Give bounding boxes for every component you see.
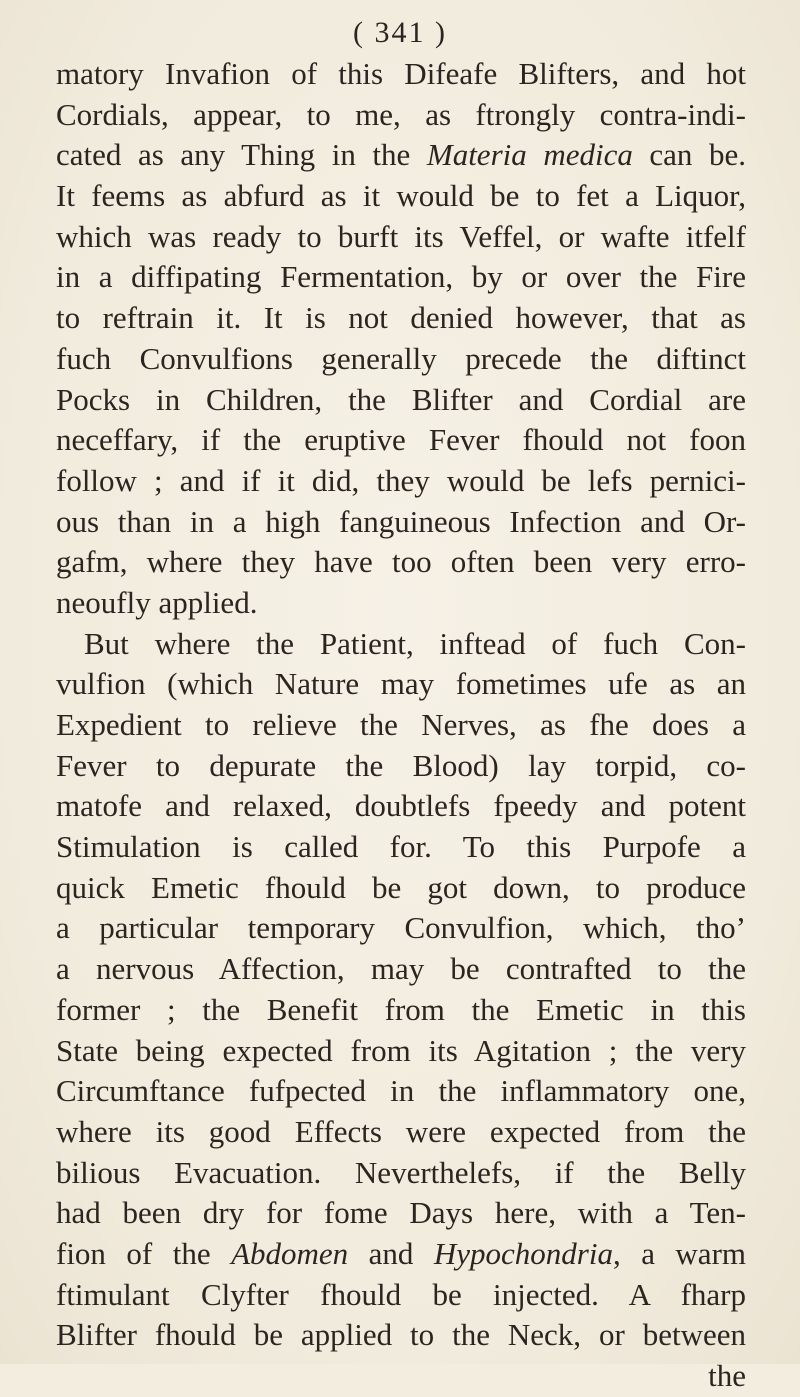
text-run: matory Invafion of this Difeafe Blifters, and hot (56, 56, 746, 91)
text-line (56, 949, 746, 990)
text-run: Stimulation is called for. To this Purpofe a (56, 829, 746, 865)
text-run: can be. (632, 137, 747, 173)
text-line (56, 1356, 746, 1397)
text-line (56, 339, 746, 380)
text-run: quick Emetic fhould be got down, to produce (56, 869, 746, 905)
text-line (56, 1193, 746, 1234)
italic-text: Hypochondria (433, 1235, 613, 1271)
text-run: Blifter fhould be applied to the Neck, or between (56, 1317, 746, 1353)
text-run: bilious Evacuation. Neverthelefs, if the Belly (56, 1154, 746, 1190)
text-run: fuch Convulfions generally precede the diftinct (56, 340, 746, 376)
text-line (56, 908, 746, 949)
text-run: in a diffipating Fermentation, by or over the Fire (56, 259, 746, 295)
text-run: , a warm (612, 1235, 747, 1271)
text-run: gafm, where they have too often been very erro- (56, 544, 746, 580)
text-line (56, 217, 746, 258)
text-line (56, 542, 746, 583)
text-run: which was ready to burft its Veffel, or wafte itfelf (56, 218, 746, 254)
text-run: to reftrain it. It is not denied however, that as (56, 300, 746, 336)
text-line (56, 990, 746, 1031)
text-line (56, 461, 746, 502)
text-line (56, 95, 746, 136)
text-run: neceffary, if the eruptive Fever fhould not foon (56, 422, 746, 458)
text-line (56, 502, 746, 543)
text-run: fion of the (56, 1235, 232, 1271)
text-line (56, 746, 746, 787)
text-run: But where the Patient, inftead of fuch Con- (84, 625, 746, 661)
text-run: matofe and relaxed, doubtlefs fpeedy and potent (56, 788, 746, 824)
text-line (56, 1071, 746, 1112)
text-line (56, 868, 746, 909)
text-run: Pocks in Children, the Blifter and Cordial are (56, 381, 746, 417)
text-line (56, 135, 746, 176)
text-run: Expedient to relieve the Nerves, as fhe does a (56, 707, 746, 742)
text-line (56, 1153, 746, 1194)
text-line (56, 298, 746, 339)
text-line (56, 664, 746, 705)
text-run: Cordials, appear, to me, as ftrongly contra-indi- (56, 96, 746, 132)
text-line (56, 1112, 746, 1153)
text-run: a nervous Affection, may be contrafted to the (56, 951, 746, 987)
text-run: ftimulant Clyfter fhould be injected. A fharp (56, 1276, 746, 1312)
text-line (56, 380, 746, 421)
text-line (56, 54, 746, 95)
page-number: ( 341 ) (353, 16, 447, 49)
text-line (56, 786, 746, 827)
text-run: It feems as abfurd as it would be to fet a Liquor, (56, 178, 746, 214)
text-run: a particular temporary Convulfion, which, tho’ (56, 910, 746, 946)
italic-text: Abdomen (231, 1235, 349, 1271)
text-run: vulfion (which Nature may fometimes ufe as an (56, 666, 746, 702)
body-text (56, 54, 746, 1397)
text-run: cated as any Thing in the (56, 137, 427, 173)
text-line (56, 1315, 746, 1356)
text-run: the (708, 1358, 746, 1393)
text-run: Circumftance fufpected in the inflammatory one, (56, 1073, 746, 1109)
text-run: had been dry for fome Days here, with a Ten- (56, 1195, 746, 1231)
text-run: ous than in a high fanguineous Infection and Or- (56, 503, 746, 539)
text-line (56, 624, 746, 665)
text-run: and (348, 1235, 434, 1271)
text-run: follow ; and if it did, they would be lefs pernici- (56, 462, 746, 498)
text-line (56, 1031, 746, 1072)
text-run: Fever to depurate the Blood) lay torpid, co- (56, 747, 746, 783)
text-run: State being expected from its Agitation ; the very (56, 1032, 746, 1068)
text-line (56, 583, 746, 624)
text-line (56, 257, 746, 298)
text-line (56, 705, 746, 746)
text-run: neoufly applied. (56, 584, 258, 620)
text-run: where its good Effects were expected from the (56, 1113, 746, 1149)
italic-text: Materia medica (426, 137, 633, 173)
text-line (56, 1275, 746, 1316)
text-line (56, 176, 746, 217)
text-line (56, 420, 746, 461)
text-line (56, 1234, 746, 1275)
text-run: former ; the Benefit from the Emetic in this (56, 991, 746, 1027)
text-line (56, 827, 746, 868)
